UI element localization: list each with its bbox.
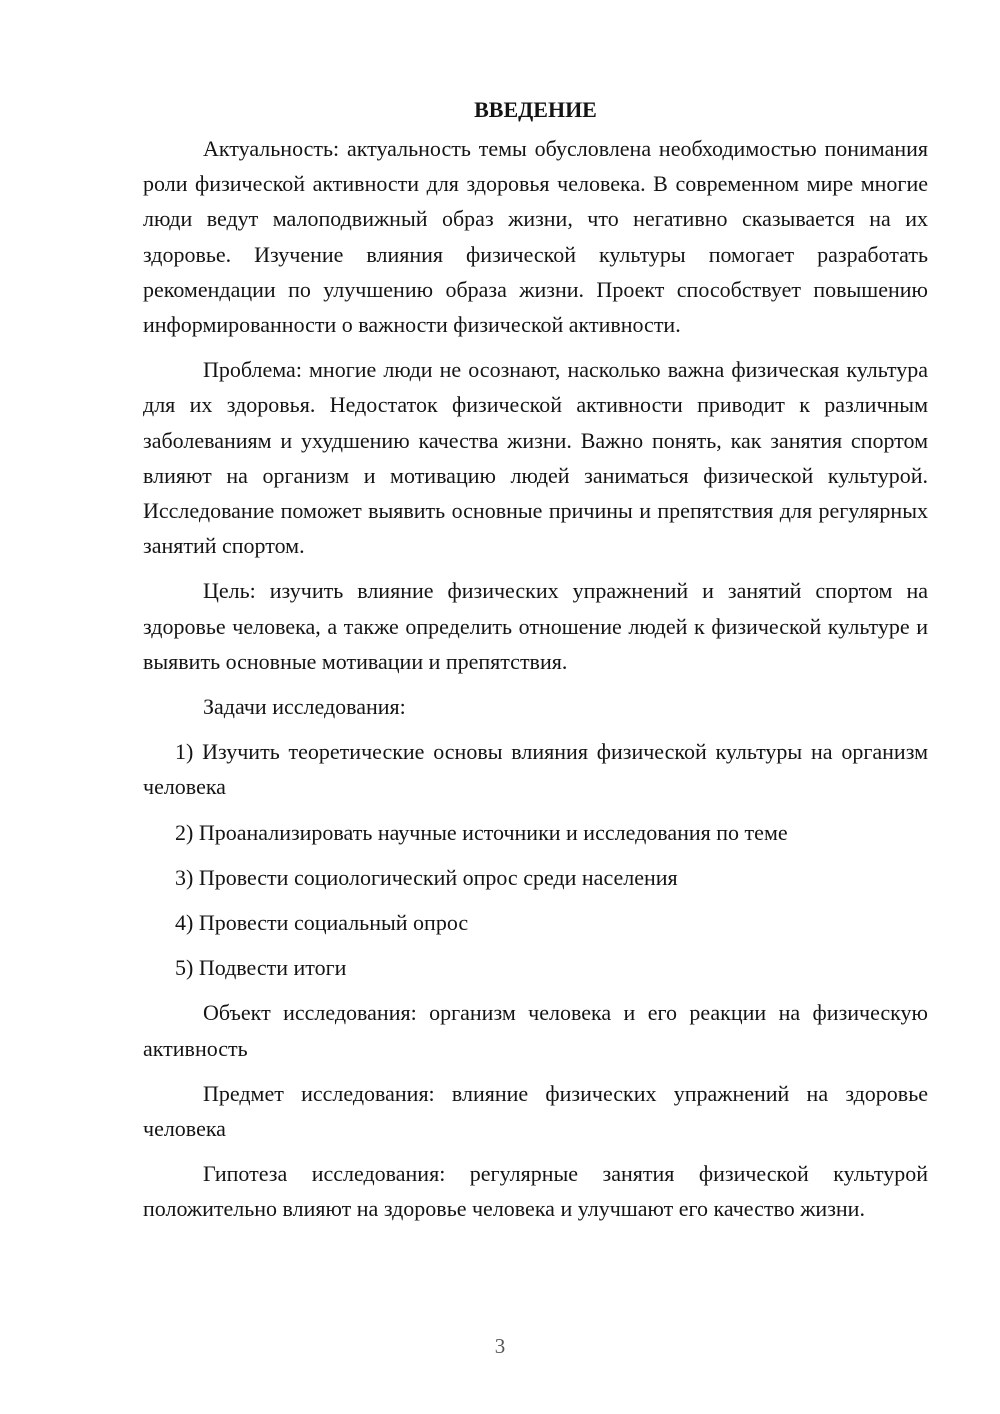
list-item: 1) Изучить теоретические основы влияния физической культуры на организм человека [143,739,928,800]
paragraph-hypothesis: Гипотеза исследования: регулярные занятия физической культурой положительно влияют на здоровье человека и улучшают его качество жизни. [143,1161,928,1222]
tasks-heading: Задачи исследования: [203,694,406,720]
list-item: 5) Подвести итоги [175,955,347,981]
list-item: 2) Проанализировать научные источники и исследования по теме [175,819,788,845]
list-item: 4) Провести социальный опрос [175,910,469,936]
paragraph-problem: Проблема: многие люди не осознают, насколько важна физическая культура для их здоровья. Недостаток физической активности приводит к различным заболеваниям и ухудшению качества жизни. Важно понять, как занятия спортом влияют на организм и мотивацию людей заниматься физической культурой. Исследование поможет выявить основные причины и препятствия для регулярных занятий спортом. [143,357,928,559]
section-title: ВВЕДЕНИЕ [474,97,597,122]
paragraph-object: Объект исследования: организм человека и его реакции на физическую активность [143,1000,928,1061]
tasks-list [143,734,928,985]
paragraph-goal: Цель: изучить влияние физических упражнений и занятий спортом на здоровье человека, а также определить отношение людей к физической культуре и выявить основные мотивации и препятствия. [143,578,928,674]
page-content [143,92,928,1237]
page-number: 3 [494,1334,506,1358]
paragraph-subject: Предмет исследования: влияние физических упражнений на здоровье человека [143,1080,928,1142]
paragraph-relevance: Актуальность: актуальность темы обусловлена необходимостью понимания роли физической активности для здоровья человека. В современном мире многие люди ведут малоподвижный образ жизни, что негативно сказывается на их здоровье. Изучение влияния физической культуры помогает разработать рекомендации по улучшению образа жизни. Проект способствует повышению информированности о важности физической активности. [143,136,928,338]
list-item: 3) Провести социологический опрос среди населения [175,864,678,890]
